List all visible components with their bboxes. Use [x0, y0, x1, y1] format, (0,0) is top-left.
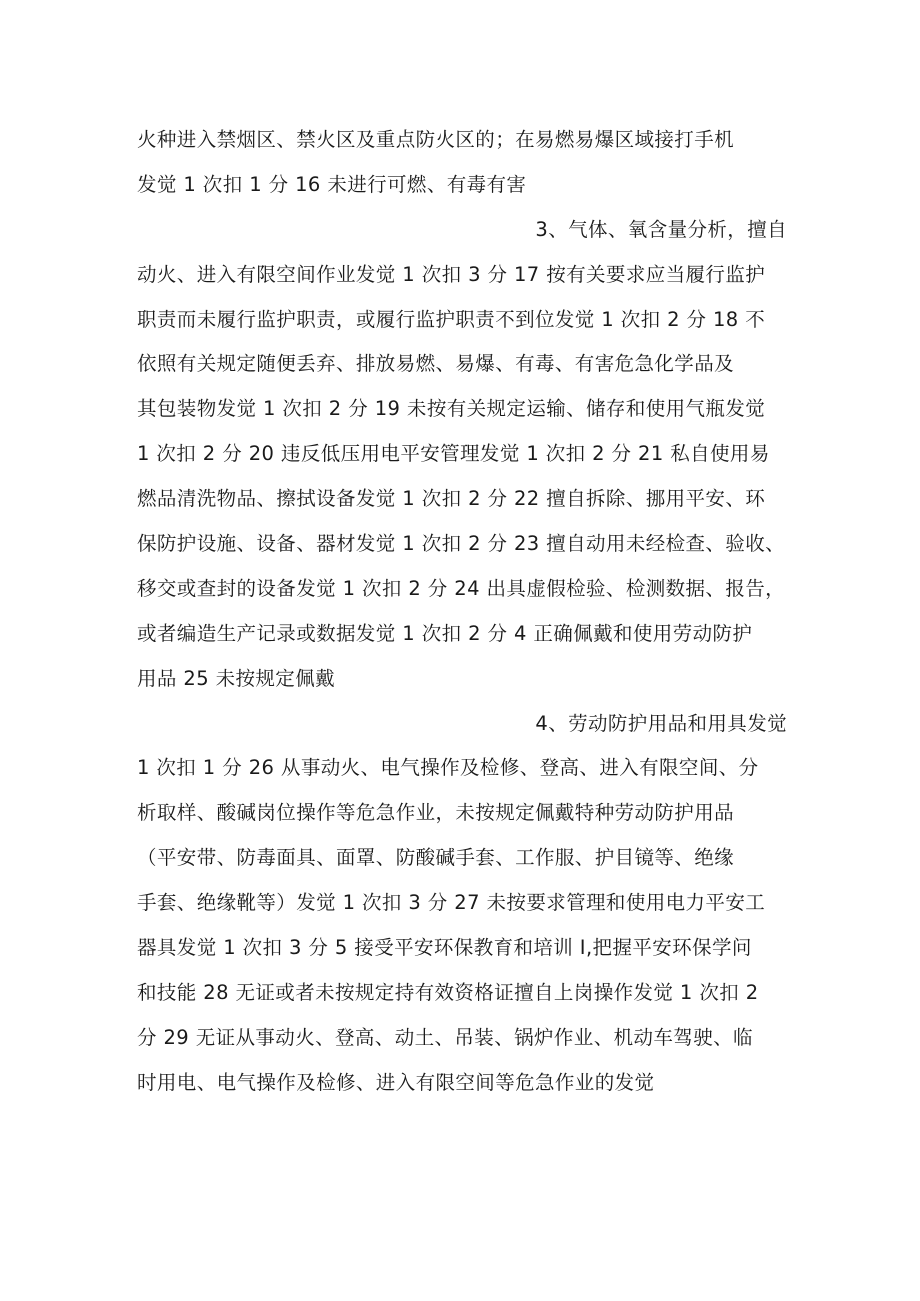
text-line: 分 29 无证从事动火、登高、动土、吊装、锅炉作业、机动车驾驶、临: [137, 1025, 753, 1049]
text-line: 1 次扣 1 分 26 从事动火、电气操作及检修、登高、进入有限空间、分: [137, 756, 759, 780]
text-line: 发觉 1 次扣 1 分 16 未进行可燃、有毒有害: [137, 172, 527, 196]
text-line: 职责而未履行监护职责，或履行监护职责不到位发觉 1 次扣 2 分 18 不: [137, 307, 766, 331]
text-line: 和技能 28 无证或者未按规定持有效资格证擅自上岗操作发觉 1 次扣 2: [137, 980, 759, 1004]
text-line: 或者编造生产记录或数据发觉 1 次扣 2 分 4 正确佩戴和使用劳动防护: [137, 621, 753, 645]
text-line: 时用电、电气操作及检修、进入有限空间等危急作业的发觉: [137, 1070, 655, 1094]
text-line: 保防护设施、设备、器材发觉 1 次扣 2 分 23 擅自动用未经检查、验收、: [137, 532, 786, 556]
text-line: 用品 25 未按规定佩戴: [137, 666, 336, 690]
text-line: 燃品清洗物品、擦拭设备发觉 1 次扣 2 分 22 擅自拆除、挪用平安、环: [137, 487, 766, 511]
text-line: 手套、绝缘靴等）发觉 1 次扣 3 分 27 未按要求管理和使用电力平安工: [137, 891, 766, 915]
text-line-right-aligned: 4、劳动防护用品和用具发觉: [535, 711, 787, 735]
text-line: （平安带、防毒面具、面罩、防酸碱手套、工作服、护目镜等、绝缘: [137, 846, 735, 870]
text-line: 依照有关规定随便丢弃、排放易燃、易爆、有毒、有害危急化学品及: [137, 352, 735, 376]
text-line: 火种进入禁烟区、禁火区及重点防火区的；在易燃易爆区域接打手机: [137, 128, 735, 151]
text-line-right-aligned: 3、气体、氧含量分析，擅自: [535, 217, 787, 241]
text-line: 移交或查封的设备发觉 1 次扣 2 分 24 出具虚假检验、检测数据、报告，: [137, 576, 786, 600]
text-line: 析取样、酸碱岗位操作等危急作业，未按规定佩戴特种劳动防护用品: [137, 801, 735, 825]
text-line: 动火、进入有限空间作业发觉 1 次扣 3 分 17 按有关要求应当履行监护: [137, 262, 766, 286]
text-line: 1 次扣 2 分 20 违反低压用电平安管理发觉 1 次扣 2 分 21 私自使用易: [137, 442, 770, 466]
text-line: 其包装物发觉 1 次扣 2 分 19 未按有关规定运输、储存和使用气瓶发觉: [137, 397, 766, 421]
document-body: [137, 122, 787, 1110]
text-line: 器具发觉 1 次扣 3 分 5 接受平安环保教育和培训 I,把握平安环保学问: [137, 936, 752, 960]
